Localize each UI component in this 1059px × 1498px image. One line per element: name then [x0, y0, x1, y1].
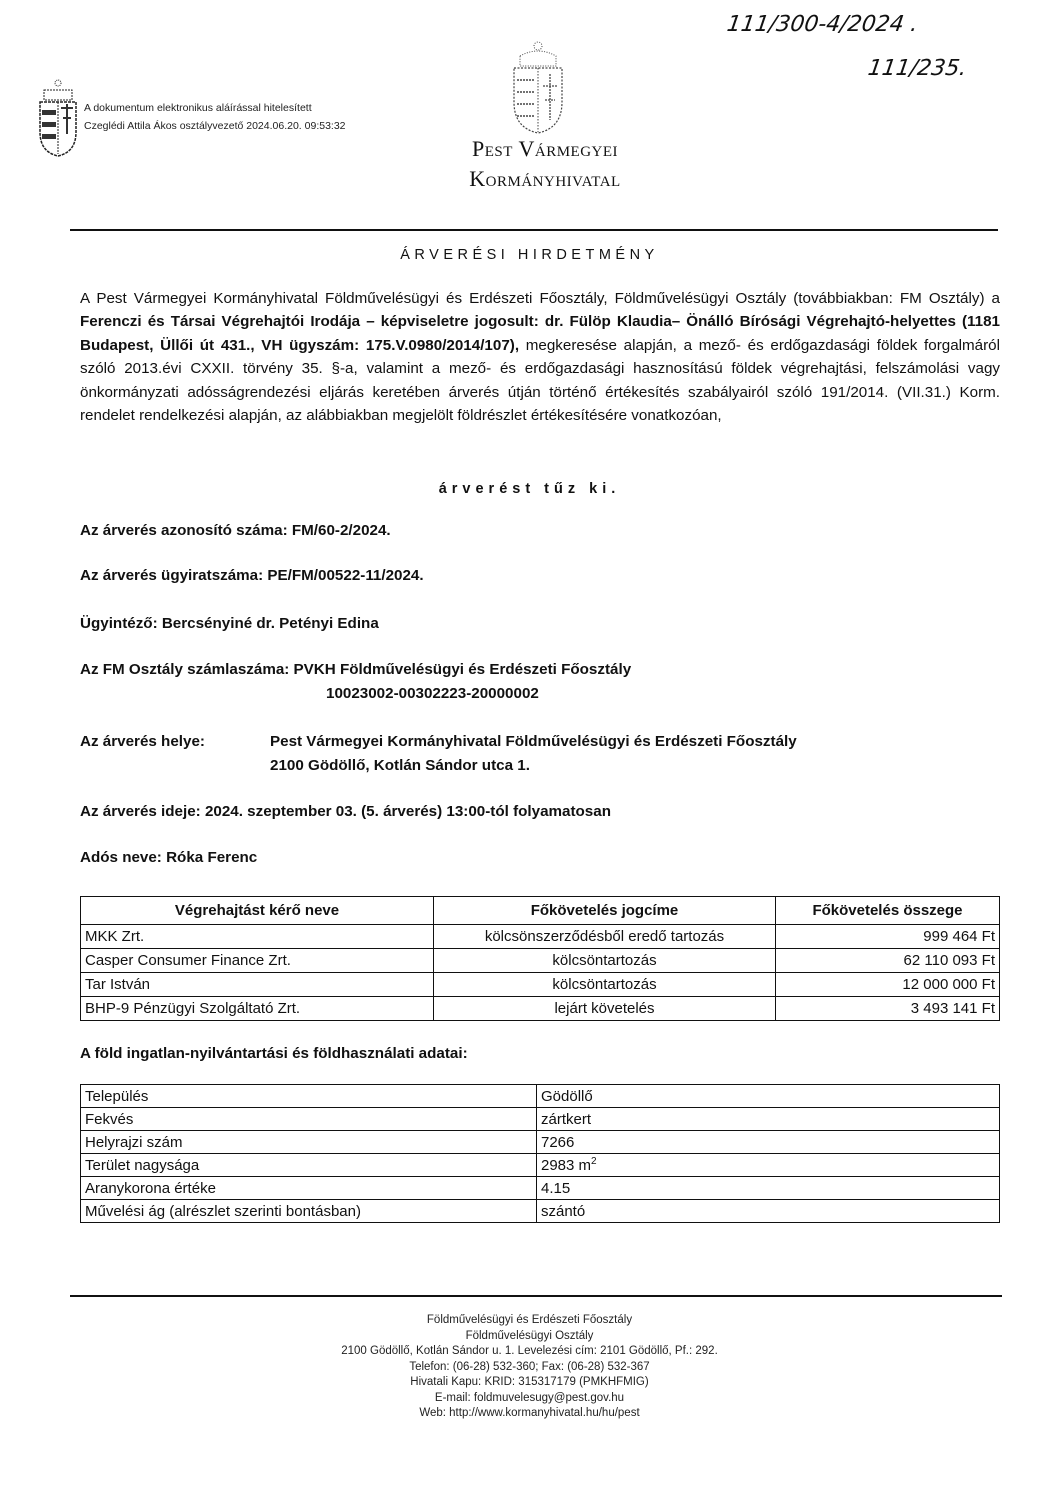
footer-email: E-mail: foldmuvelesugy@pest.gov.hu	[434, 1391, 625, 1404]
org-name-line-1: Pest Vármegyei	[471, 136, 619, 161]
land-data-table	[80, 1084, 1000, 1223]
land-field-label: Terület nagysága	[81, 1154, 537, 1177]
land-field-label: Aranykorona értéke	[81, 1177, 537, 1200]
debtor-name: Adós neve: Róka Ferenc	[80, 849, 258, 866]
table-row	[81, 1108, 1000, 1131]
place-line-2: 2100 Gödöllő, Kotlán Sándor utca 1.	[270, 757, 530, 774]
claim-title: kölcsöntartozás	[434, 949, 776, 973]
account-label: Az FM Osztály számlaszáma: PVKH Földművelésügyi és Erdészeti Főosztály	[80, 661, 632, 678]
footer-division: Földművelésügyi Osztály	[465, 1329, 594, 1342]
place-label: Az árverés helye:	[80, 733, 205, 750]
table-row	[81, 1177, 1000, 1200]
claim-amount: 3 493 141 Ft	[776, 997, 1000, 1021]
intro-bold-party: Ferenczi és Társai Végrehajtói Irodája – képviseletre jogosult: dr. Fülöp Klaudia– Önálló Bírósági Végrehajtó-helyettes (1181 Budapest, Üllői út 431., VH ügyszám: 175.V.0980/2014/107),	[80, 313, 1000, 354]
footer-department: Földművelésügyi és Erdészeti Főosztály	[426, 1314, 633, 1326]
claim-title: lejárt követelés	[434, 997, 776, 1021]
handwritten-reference-2: 111/235.	[866, 56, 969, 81]
claim-amount: 999 464 Ft	[776, 925, 1000, 949]
document-title: ÁRVERÉSI HIRDETMÉNY	[400, 247, 659, 263]
table-row	[81, 1200, 1000, 1223]
account-number: 10023002-00302223-20000002	[326, 685, 539, 702]
intro-text-1: A Pest Vármegyei Kormányhivatal Földművelésügyi és Erdészeti Főosztály, Földművelésügyi Osztály (továbbiakban: FM Osztály) a	[80, 290, 1000, 307]
table-header-row	[81, 897, 1000, 925]
creditor-name: MKK Zrt.	[81, 925, 434, 949]
footer-phone: Telefon: (06-28) 532-360; Fax: (06-28) 532-367	[409, 1360, 650, 1373]
coat-of-arms-icon	[36, 78, 80, 158]
column-header: Főkövetelés jogcíme	[434, 897, 776, 925]
land-field-value: 4.15	[537, 1177, 1000, 1200]
table-row	[81, 1131, 1000, 1154]
claim-amount: 12 000 000 Ft	[776, 973, 1000, 997]
area-value: 2983 m	[541, 1157, 592, 1174]
land-field-value: 7266	[537, 1131, 1000, 1154]
signature-line-2: Czeglédi Attila Ákos osztályvezető 2024.06.20. 09:53:32	[84, 120, 346, 132]
column-header: Főkövetelés összege	[776, 897, 1000, 925]
org-name-line-2: Kormányhivatal	[469, 166, 621, 191]
land-field-label: Helyrajzi szám	[81, 1131, 537, 1154]
land-field-value: Gödöllő	[537, 1085, 1000, 1108]
table-row	[81, 949, 1000, 973]
claim-amount: 62 110 093 Ft	[776, 949, 1000, 973]
table-row	[81, 973, 1000, 997]
auction-time: Az árverés ideje: 2024. szeptember 03. (5. árverés) 13:00-tól folyamatosan	[80, 803, 611, 820]
case-officer: Ügyintéző: Bercsényiné dr. Petényi Edina	[80, 615, 379, 632]
land-field-value: zártkert	[537, 1108, 1000, 1131]
land-field-label: Település	[81, 1085, 537, 1108]
handwritten-reference-1: 111/300-4/2024 .	[725, 12, 920, 37]
column-header: Végrehajtást kérő neve	[81, 897, 434, 925]
land-field-label: Fekvés	[81, 1108, 537, 1131]
claims-table	[80, 896, 1000, 1021]
table-row	[81, 925, 1000, 949]
claim-title: kölcsönszerződésből eredő tartozás	[434, 925, 776, 949]
footer-address: 2100 Gödöllő, Kotlán Sándor u. 1. Levelezési cím: 2101 Gödöllő, Pf.: 292.	[341, 1345, 718, 1357]
claim-title: kölcsöntartozás	[434, 973, 776, 997]
creditor-name: Tar István	[81, 973, 434, 997]
coat-of-arms-icon	[510, 40, 566, 135]
auction-id: Az árverés azonosító száma: FM/60-2/2024.	[80, 522, 391, 539]
intro-text-2: megkeresése alapján, a mező- és erdőgazdasági földek forgalmáról szóló 2013.évi CXXII. törvény 35. §-a, valamint a mező- és erdőgazdasági hasznosítású földek végrehajtási, felszámolási vagy önkormányzati adósságrendezési eljárás keretében árverés útján történő értékesítés szabályairól szóló 191/2014. (VII.31.) Korm. rendelet rendelkezési alapján, az alábbiakban megjelölt földrészlet értékesítésére vonatkozóan,	[80, 336, 1000, 425]
place-line-1: Pest Vármegyei Kormányhivatal Földművelésügyi és Erdészeti Főosztály	[270, 733, 797, 750]
electronic-signature-note	[84, 99, 346, 135]
table-row	[81, 1085, 1000, 1108]
case-number: Az árverés ügyiratszáma: PE/FM/00522-11/2024.	[80, 567, 424, 584]
proclamation: árverést tűz ki.	[438, 481, 621, 497]
table-row	[81, 1154, 1000, 1177]
creditor-name: BHP-9 Pénzügyi Szolgáltató Zrt.	[81, 997, 434, 1021]
land-field-value: szántó	[537, 1200, 1000, 1223]
footer-krid: Hivatali Kapu: KRID: 315317179 (PMKHFMIG)	[410, 1376, 649, 1388]
area-unit-superscript: 2	[591, 1156, 597, 1167]
footer	[0, 1313, 1059, 1422]
land-field-value	[537, 1154, 1000, 1177]
land-field-label: Művelési ág (alrészlet szerinti bontásban)	[81, 1200, 537, 1223]
intro-paragraph	[80, 287, 1000, 427]
signature-line-1: A dokumentum elektronikus aláírással hitelesített	[84, 102, 312, 114]
footer-web: Web: http://www.kormanyhivatal.hu/hu/pest	[419, 1407, 640, 1419]
creditor-name: Casper Consumer Finance Zrt.	[81, 949, 434, 973]
land-data-heading: A föld ingatlan-nyilvántartási és földhasználati adatai:	[80, 1045, 468, 1062]
table-row	[81, 997, 1000, 1021]
footer-divider	[70, 1295, 1002, 1297]
header-divider	[70, 229, 998, 231]
